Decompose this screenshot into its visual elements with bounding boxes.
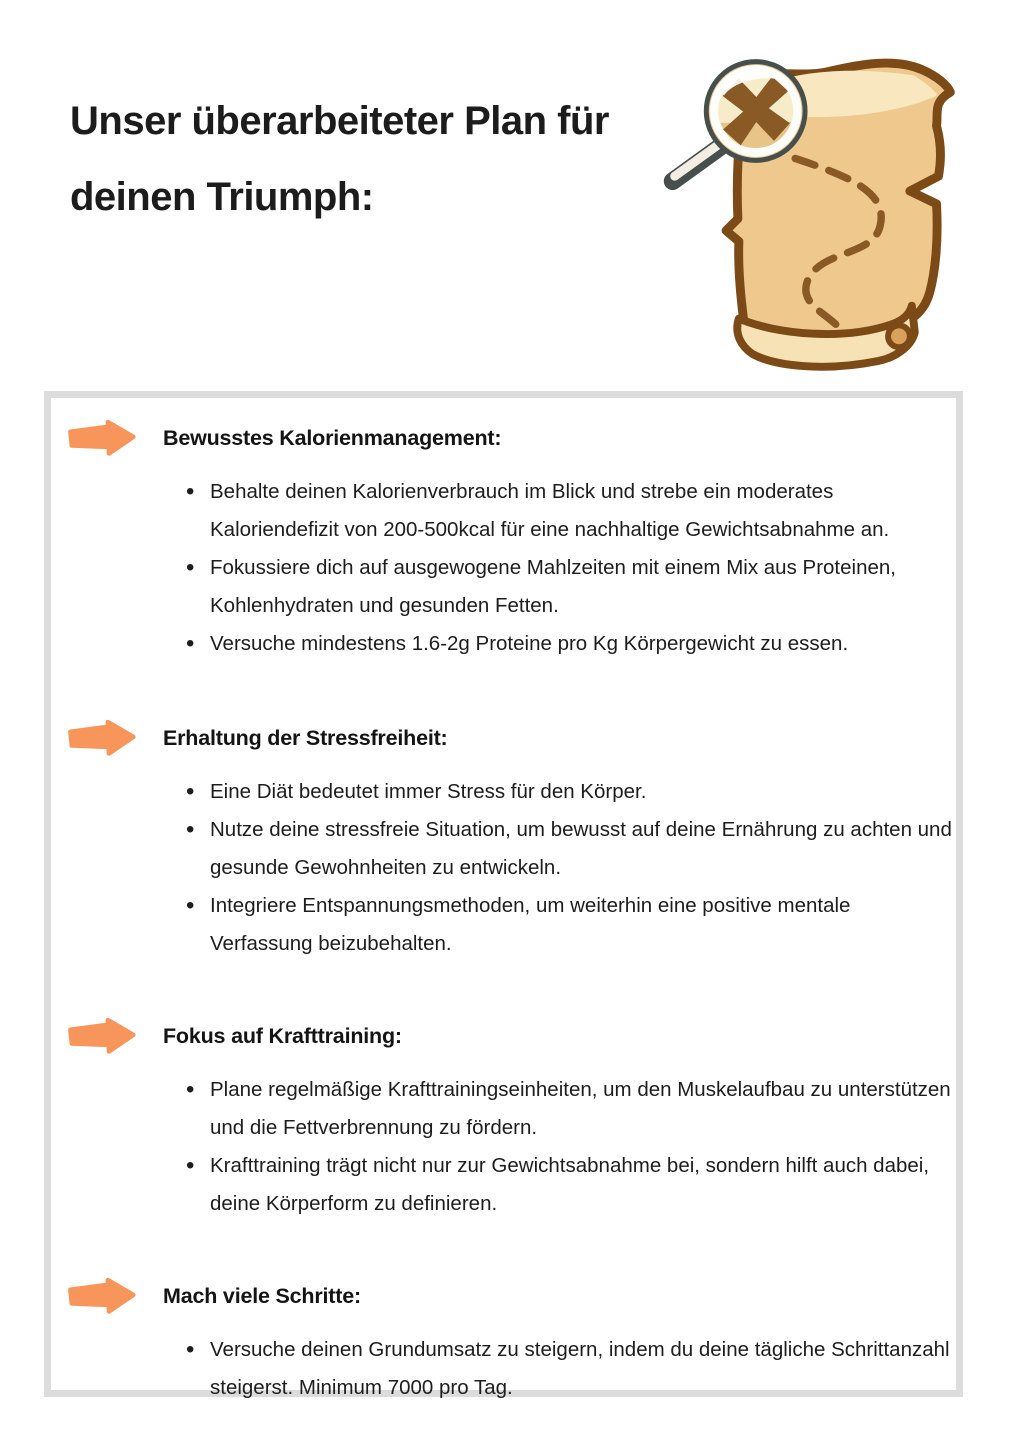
section-krafttraining [51,1016,956,1223]
bullet-list [51,1071,956,1223]
bullet-item: • Versuche deinen Grundumsatz zu steigern, indem du deine tägliche Schrittanzahl steigerst. Minimum 7000 pro Tag. [210,1331,956,1407]
treasure-map-illustration [645,28,981,376]
bullet-item: • Nutze deine stressfreie Situation, um bewusst auf deine Ernährung zu achten und gesunde Gewohnheiten zu entwickeln. [210,811,956,887]
bullet-list [51,1331,956,1407]
section-stressfreiheit [51,718,956,963]
section-header [51,718,956,758]
section-header [51,418,956,458]
section-heading: Mach viele Schritte: [163,1283,361,1308]
bullet-list [51,773,956,963]
arrow-right-icon [66,417,137,459]
arrow-right-icon [66,1275,137,1317]
plan-box [44,391,963,1397]
bullet-item: • Versuche mindestens 1.6-2g Proteine pro Kg Körpergewicht zu essen. [210,625,956,663]
scroll-curl-end [888,325,910,347]
bullet-list [51,473,956,663]
section-header [51,1016,956,1056]
bullet-item: • Eine Diät bedeutet immer Stress für den Körper. [210,773,956,811]
treasure-map-icon [645,28,981,374]
section-heading: Erhaltung der Stressfreiheit: [163,725,448,750]
section-heading: Fokus auf Krafttraining: [163,1023,402,1048]
section-schritte [51,1276,956,1407]
bullet-item: • Plane regelmäßige Krafttrainingseinheiten, um den Muskelaufbau zu unterstützen und die Fettverbrennung zu fördern. [210,1071,956,1147]
section-kalorienmanagement [51,418,956,663]
bullet-item: • Krafttraining trägt nicht nur zur Gewichtsabnahme bei, sondern hilft auch dabei, deine Körperform zu definieren. [210,1147,956,1223]
bullet-item: • Integriere Entspannungsmethoden, um weiterhin eine positive mentale Verfassung beizubehalten. [210,887,956,963]
bullet-item: • Behalte deinen Kalorienverbrauch im Blick und strebe ein moderates Kaloriendefizit von 200-500kcal für eine nachhaltige Gewichtsabnahme an. [210,473,956,549]
page-title-line-2: deinen Triumph: [70,174,374,219]
section-header [51,1276,956,1316]
arrow-right-icon [66,1015,137,1057]
page-title-line-1: Unser überarbeiteter Plan für [70,98,609,143]
arrow-right-icon [66,717,137,759]
page-title [70,83,710,235]
section-heading: Bewusstes Kalorienmanagement: [163,425,502,450]
bullet-item: • Fokussiere dich auf ausgewogene Mahlzeiten mit einem Mix aus Proteinen, Kohlenhydraten und gesunden Fetten. [210,549,956,625]
